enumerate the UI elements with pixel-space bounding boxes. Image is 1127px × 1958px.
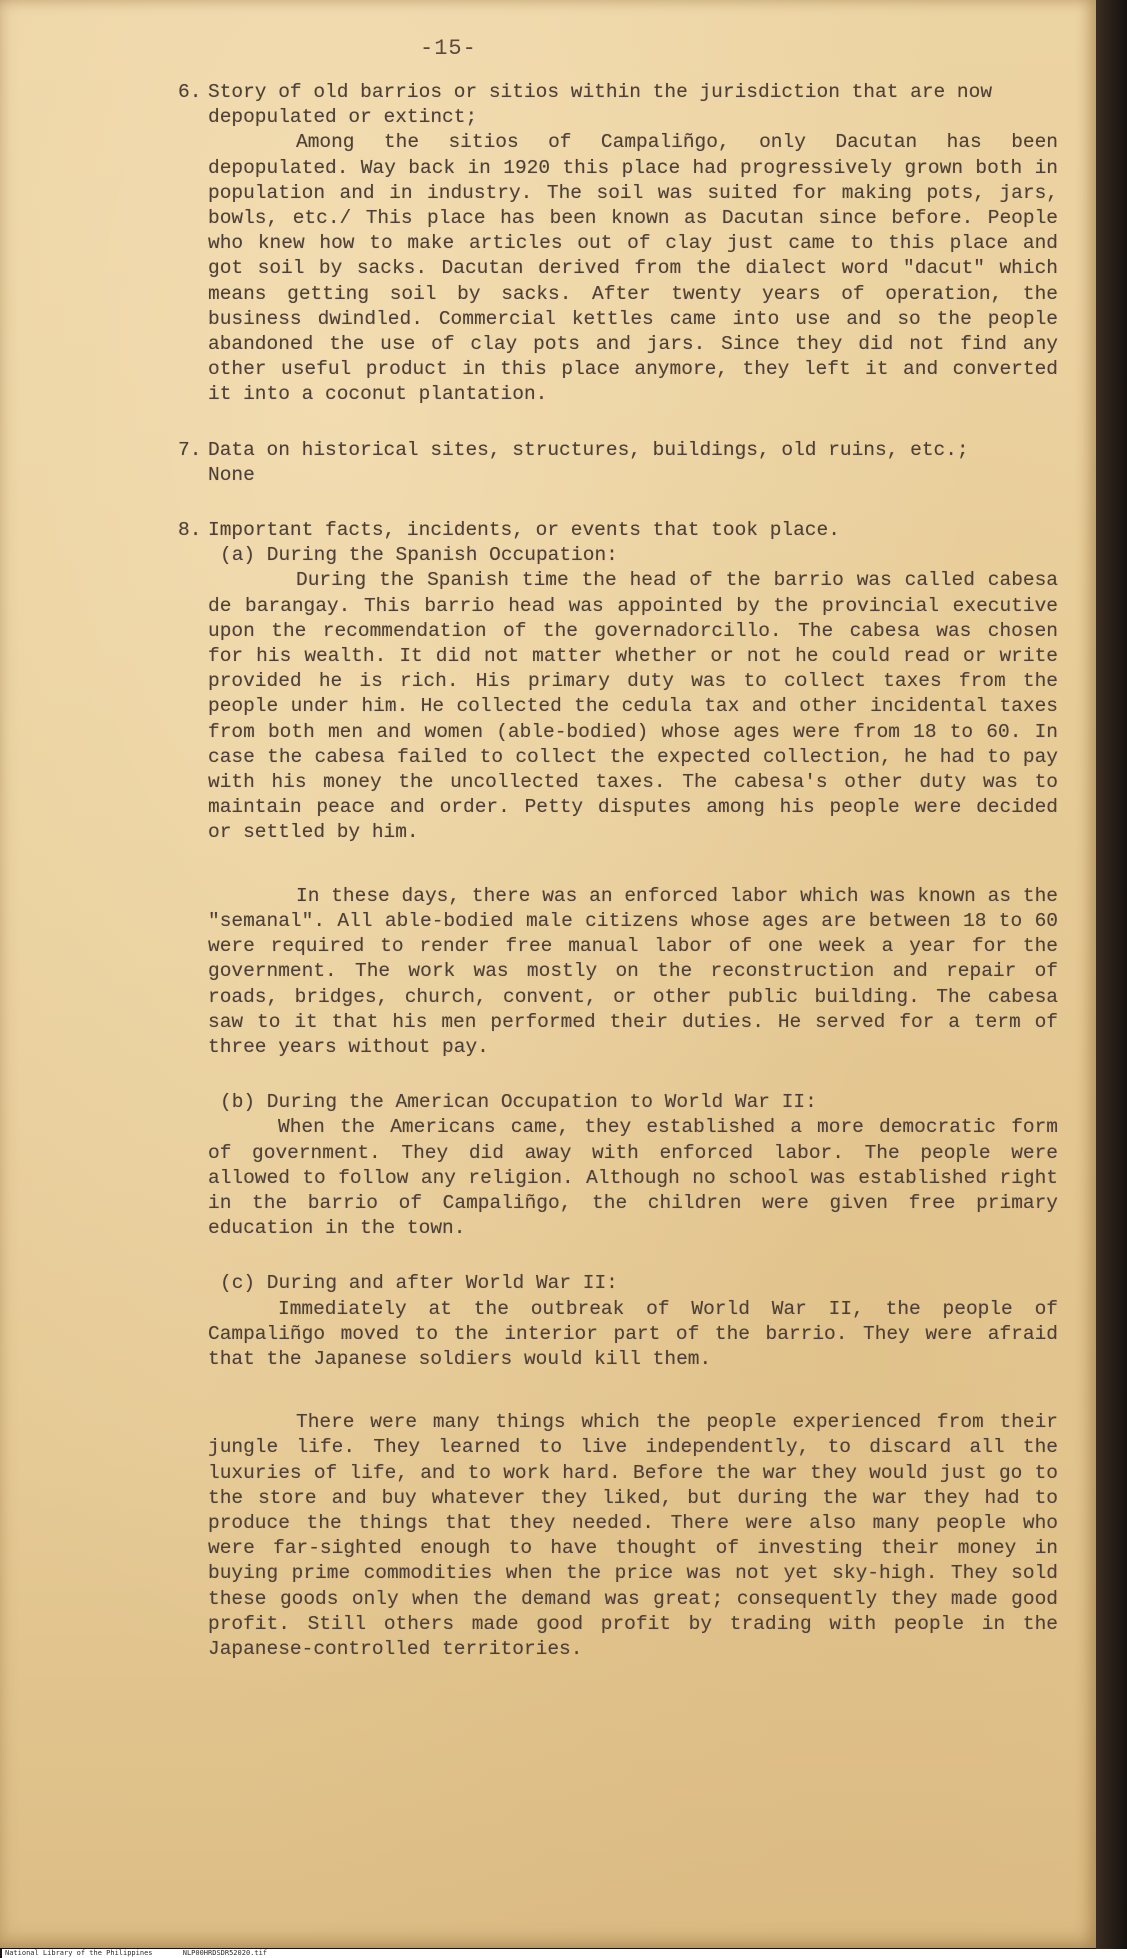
page-number: -15- [420, 36, 477, 61]
section-body: None [208, 463, 255, 486]
section-8 [178, 518, 1058, 1662]
subsection-b [208, 1090, 1058, 1241]
paragraph: During the Spanish time the head of the barrio was called cabesa de barangay. This barrio head was appointed by the provincial executive upon the recommendation of the governadorcillo. The cabesa was chosen for his wealth. It did not matter whether or not he could read or write provided he is rich. His primary duty was to collect taxes from the people under him. He collected the cedula tax and other incidental taxes from both men and women (able-bodied) whose ages were from 18 to 60. In case the cabesa failed to collect the expected collection, he had to pay with his money the uncollected taxes. The cabesa's other duty was to maintain peace and order. Petty disputes among his people were decided or settled by him. [208, 569, 1058, 844]
section-heading: Important facts, incidents, or events that took place. [208, 519, 840, 542]
paragraph: When the Americans came, they established a more democratic form of government. They did away with enforced labor. The people were allowed to follow any religion. Although no school was established right in the barrio of Campaliñgo, the children were given free primary education in the town. [208, 1116, 1058, 1240]
subsection-a [208, 543, 1058, 1060]
section-6 [178, 80, 1058, 408]
paragraph: Immediately at the outbreak of World War II, the people of Campaliñgo moved to the interior part of the barrio. They were afraid that the Japanese soldiers would kill them. [208, 1297, 1058, 1370]
paragraph: There were many things which the people experienced from their jungle life. They learned to live independently, to discard all the luxuries of life, and to work hard. Before the war they would just go to the store and buy whatever they liked, but during the war they had to produce the things that they needed. There were also many people who were far-sighted enough to have thought of investing their money in buying prime commodities when the price was not yet sky-high. They sold these goods only when the demand was great; consequently they made good profit. Still others made good profit by trading with people in the Japanese-controlled territories. [208, 1411, 1058, 1660]
paragraph: In these days, there was an enforced labor which was known as the "semanal". All able-bodied male citizens whose ages are between 18 to 60 were required to render free manual labor of one week a year for the government. The work was mostly on the reconstruction and repair of roads, bridges, church, convent, or other public building. The cabesa saw to it that his men performed their duties. He served for a term of three years without pay. [208, 884, 1058, 1058]
subsection-heading: (a) During the Spanish Occupation: [220, 544, 618, 567]
section-number: 6. [178, 81, 202, 103]
subsection-heading: (b) During the American Occupation to World War II: [220, 1091, 817, 1114]
section-number: 8. [178, 519, 202, 542]
subsection-heading: (c) During and after World War II: [220, 1272, 618, 1295]
footer-filename: NLP00HRDSDR52020.tif [182, 1949, 268, 1957]
section-7 [178, 438, 1058, 488]
footer-institution: National Library of the Philippines [5, 1949, 153, 1957]
scan-footer [2, 1949, 1127, 1958]
section-heading: Story of old barrios or sitios within the jurisdiction that are now depopulated or extinct; [208, 81, 993, 129]
subsection-c [208, 1271, 1058, 1662]
section-body: Among the sitios of Campaliñgo, only Dacutan has been depopulated. Way back in 1920 this place had progressively grown both in population and in industry. The soil was suited for making pots, jars, bowls, etc./ This place has been known as Dacutan since before. People who knew how to make articles out of clay just came to this place and got soil by sacks. Dacutan derived from the dialect word "dacut" which means getting soil by sacks. After twenty years of operation, the business dwindled. Commercial kettles came into use and so the people abandoned the use of clay pots and jars. Since they did not find any other useful product in this place anymore, they left it and converted it into a coconut plantation. [208, 131, 1058, 406]
section-heading: Data on historical sites, structures, buildings, old ruins, etc.; [208, 438, 969, 461]
document-body [178, 80, 1058, 1684]
section-number: 7. [178, 438, 202, 461]
scan-edge [1096, 0, 1127, 1958]
